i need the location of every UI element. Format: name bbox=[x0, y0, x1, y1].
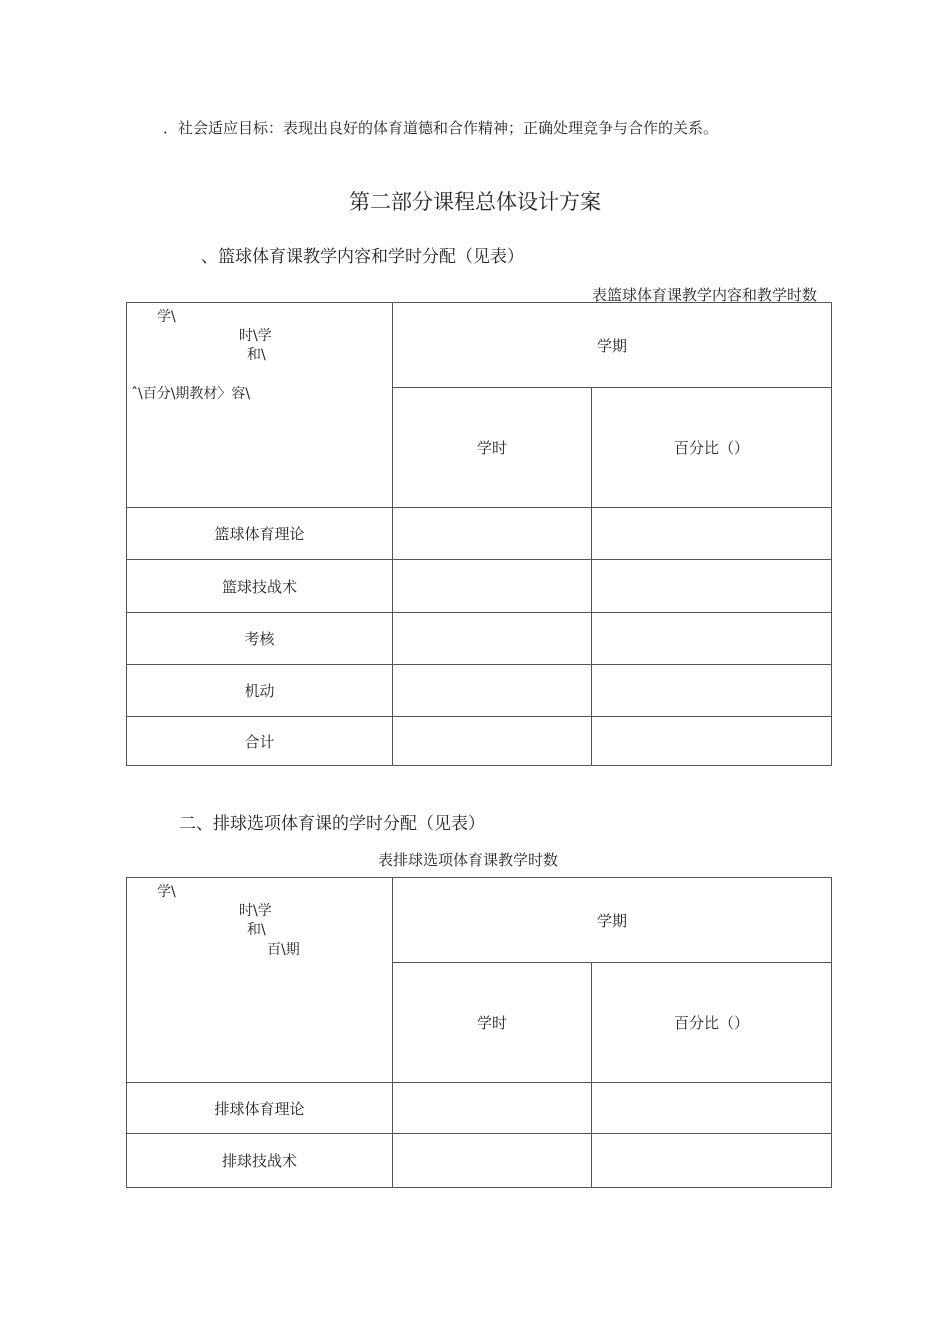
row-label: 机动 bbox=[127, 665, 393, 717]
table-row bbox=[127, 1083, 832, 1134]
diag-text-4: ˆ\百分\期教材〉容\ bbox=[131, 386, 251, 402]
percent-cell bbox=[592, 665, 832, 717]
percent-cell bbox=[592, 717, 832, 766]
hours-cell bbox=[393, 613, 592, 665]
basketball-hours-table bbox=[126, 302, 832, 766]
percent-cell bbox=[592, 508, 832, 560]
row-label: 考核 bbox=[127, 613, 393, 665]
table-row bbox=[127, 717, 832, 766]
hours-header: 学时 bbox=[393, 388, 592, 508]
diag-text-2: 时\学 bbox=[239, 328, 272, 344]
percent-cell bbox=[592, 613, 832, 665]
hours-cell bbox=[393, 717, 592, 766]
term-header: 学期 bbox=[393, 303, 832, 388]
percent-cell bbox=[592, 560, 832, 613]
hours-header: 学时 bbox=[393, 963, 592, 1083]
hours-cell bbox=[393, 1134, 592, 1188]
diag-text-3: 和\ bbox=[247, 922, 266, 938]
table-row bbox=[127, 613, 832, 665]
table-row bbox=[127, 560, 832, 613]
hours-cell bbox=[393, 508, 592, 560]
row-label: 排球技战术 bbox=[127, 1134, 393, 1188]
term-header: 学期 bbox=[393, 878, 832, 963]
percent-header: 百分比（） bbox=[592, 963, 832, 1083]
table2-caption: 表排球选项体育课教学时数 bbox=[378, 851, 559, 869]
table-row bbox=[127, 665, 832, 717]
section2-heading: 二、排球选项体育课的学时分配（见表） bbox=[179, 814, 485, 834]
diag-text-4: 百\期 bbox=[267, 942, 300, 958]
table-row bbox=[127, 508, 832, 560]
row-label: 篮球技战术 bbox=[127, 560, 393, 613]
section1-heading: 、篮球体育课教学内容和学时分配（见表） bbox=[201, 247, 524, 267]
percent-cell bbox=[592, 1083, 832, 1134]
percent-header: 百分比（） bbox=[592, 388, 832, 508]
hours-cell bbox=[393, 560, 592, 613]
hours-cell bbox=[393, 1083, 592, 1134]
percent-cell bbox=[592, 1134, 832, 1188]
diag-text-1: 学\ bbox=[157, 884, 176, 900]
diag-text-1: 学\ bbox=[157, 309, 176, 325]
row-label: 排球体育理论 bbox=[127, 1083, 393, 1134]
volleyball-hours-table bbox=[126, 877, 832, 1188]
hours-cell bbox=[393, 665, 592, 717]
row-label: 合计 bbox=[127, 717, 393, 766]
table1-caption: 表篮球体育课教学内容和教学时数 bbox=[592, 286, 818, 304]
intro-line: ．社会适应目标：表现出良好的体育道德和合作精神；正确处理竞争与合作的关系。 bbox=[163, 119, 719, 137]
diagonal-header-cell bbox=[127, 878, 393, 1083]
diag-text-2: 时\学 bbox=[239, 903, 272, 919]
part-title: 第二部分课程总体设计方案 bbox=[349, 190, 601, 214]
diag-text-3: 和\ bbox=[247, 347, 266, 363]
row-label: 篮球体育理论 bbox=[127, 508, 393, 560]
table-row bbox=[127, 1134, 832, 1188]
diagonal-header-cell bbox=[127, 303, 393, 508]
